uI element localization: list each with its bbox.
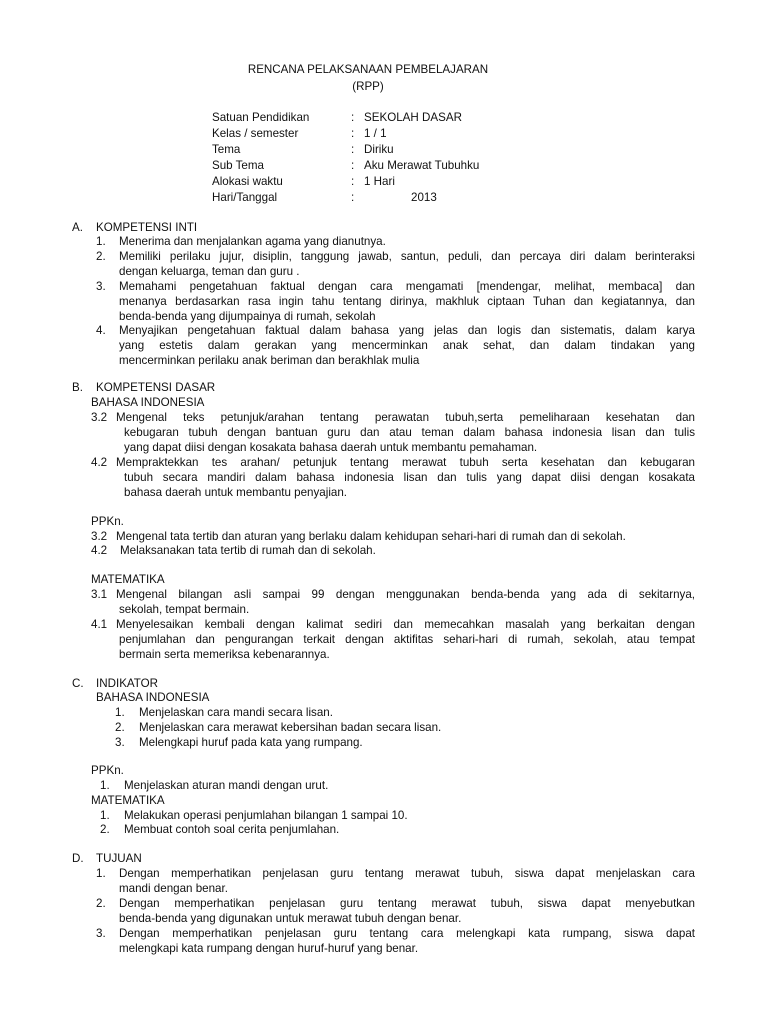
subject-heading: BAHASA INDONESIA — [96, 691, 210, 704]
list-text: Dengan memperhatikan penjelasan guru tentang cara melengkapi kata rumpang, siswa dapat — [119, 927, 695, 940]
list-text: sekolah, tempat bermain. — [119, 603, 250, 616]
list-number: 3.2 — [91, 530, 108, 543]
subject-heading: MATEMATIKA — [91, 573, 165, 586]
list-text: bermain serta memeriksa kebenarannya. — [119, 648, 330, 661]
list-text: mandi dengan benar. — [119, 882, 228, 895]
list-text: Menjelaskan cara merawat kebersihan badan secara lisan. — [139, 721, 442, 734]
list-text: Memiliki perilaku jujur, disiplin, tanggung jawab, santun, peduli, dan percaya diri dalam berinteraksi — [119, 250, 695, 263]
identity-separator: : — [351, 111, 355, 124]
list-text: Menerima dan menjalankan agama yang dianutnya. — [119, 235, 386, 248]
section-letter: D. — [72, 852, 84, 865]
list-text: Menyajikan pengetahuan faktual dalam bahasa yang jelas dan logis dan sistematis, dalam karya — [119, 324, 695, 337]
identity-value: 1 / 1 — [364, 127, 387, 140]
list-number: 4.2 — [91, 544, 108, 557]
identity-label: Kelas / semester — [212, 127, 299, 140]
list-text: Menjelaskan cara mandi secara lisan. — [139, 706, 333, 719]
section-letter: B. — [72, 381, 83, 394]
list-text: kebugaran tubuh dengan bantuan guru dan atau teman dalam bahasa indonesia lisan dan tulis — [124, 426, 695, 439]
section-letter: C. — [72, 677, 84, 690]
list-text: yang dapat diisi dengan kosakata bahasa daerah untuk membantu pemahaman. — [124, 441, 538, 454]
identity-value: Diriku — [364, 143, 394, 156]
list-number: 2. — [100, 823, 110, 836]
identity-value: Aku Merawat Tubuhku — [364, 159, 480, 172]
identity-separator: : — [351, 191, 355, 204]
list-text: tubuh secara mandiri dalam bahasa indonesia lisan dan tulis yang dapat diisi dengan kosakata — [124, 471, 695, 484]
section-heading: KOMPETENSI INTI — [96, 221, 198, 234]
list-number: 3. — [96, 280, 106, 293]
list-text: Mengenal tata tertib dan aturan yang berlaku dalam kehidupan sehari-hari di rumah dan di sekolah. — [116, 530, 626, 543]
list-number: 1. — [100, 809, 110, 822]
section-heading: TUJUAN — [96, 852, 142, 865]
list-number: 3.2 — [91, 411, 108, 424]
list-text: benda-benda yang digunakan untuk merawat tubuh dengan benar. — [119, 912, 462, 925]
list-number: 1. — [96, 235, 106, 248]
list-text: bahasa daerah untuk membantu penyajian. — [124, 486, 348, 499]
list-number: 4.2 — [91, 456, 108, 469]
identity-label: Tema — [212, 143, 241, 156]
list-text: benda-benda yang dijumpainya di rumah, sekolah — [119, 310, 376, 323]
identity-label: Alokasi waktu — [212, 175, 283, 188]
list-text: penjumlahan dan pengurangan terkait dengan aktifitas sehari-hari di rumah, sekolah, atau tempat — [119, 633, 695, 646]
list-text: Melaksanakan tata tertib di rumah dan di sekolah. — [120, 544, 376, 557]
list-number: 1. — [100, 779, 110, 792]
list-number: 4.1 — [91, 618, 108, 631]
identity-value: SEKOLAH DASAR — [364, 111, 462, 124]
list-text: melengkapi kata rumpang dengan huruf-huruf yang benar. — [119, 942, 419, 955]
identity-label: Satuan Pendidikan — [212, 111, 310, 124]
identity-value: 2013 — [411, 191, 437, 204]
document-subtitle: (RPP) — [352, 80, 384, 93]
subject-heading: PPKn. — [91, 515, 124, 528]
list-number: 2. — [96, 897, 106, 910]
list-text: Melengkapi huruf pada kata yang rumpang. — [139, 736, 363, 749]
list-number: 3. — [115, 736, 125, 749]
list-text: Menyelesaikan kembali dengan kalimat sediri dan memecahkan masalah yang berkaitan dengan — [116, 618, 695, 631]
list-text: Dengan memperhatikan penjelasan guru tentang merawat tubuh, siswa dapat menyebutkan — [119, 897, 695, 910]
list-number: 1. — [115, 706, 125, 719]
identity-label: Sub Tema — [212, 159, 264, 172]
list-text: mencerminkan perilaku anak beriman dan berakhlak mulia — [119, 354, 420, 367]
list-text: Membuat contoh soal cerita penjumlahan. — [124, 823, 340, 836]
identity-value: 1 Hari — [364, 175, 395, 188]
subject-heading: PPKn. — [91, 764, 124, 777]
identity-separator: : — [351, 143, 355, 156]
list-number: 2. — [115, 721, 125, 734]
list-number: 3.1 — [91, 588, 108, 601]
list-text: Mempraktekkan tes arahan/ petunjuk tentang merawat tubuh serta kesehatan dan kebugaran — [116, 456, 695, 469]
list-text: yang estetis dalam gerakan yang mencerminkan anak sehat, dan dalam tindakan yang — [119, 339, 695, 352]
identity-separator: : — [351, 127, 355, 140]
list-text: menanya berdasarkan rasa ingin tahu tentang dirinya, makhluk ciptaan Tuhan dan kegiatannya, dan — [119, 295, 695, 308]
list-number: 4. — [96, 324, 106, 337]
identity-separator: : — [351, 159, 355, 172]
subject-heading: MATEMATIKA — [91, 794, 165, 807]
section-heading: INDIKATOR — [96, 677, 159, 690]
list-text: Dengan memperhatikan penjelasan guru tentang merawat tubuh, siswa dapat menjelaskan cara — [119, 867, 695, 880]
list-text: Mengenal bilangan asli sampai 99 dengan menggunakan benda-benda yang ada di sekitarnya, — [116, 588, 695, 601]
list-text: dengan keluarga, teman dan guru . — [119, 265, 300, 278]
identity-separator: : — [351, 175, 355, 188]
section-heading: KOMPETENSI DASAR — [96, 381, 216, 394]
document-title: RENCANA PELAKSANAAN PEMBELAJARAN — [247, 63, 489, 76]
list-text: Menjelaskan aturan mandi dengan urut. — [124, 779, 329, 792]
list-number: 3. — [96, 927, 106, 940]
list-number: 2. — [96, 250, 106, 263]
subject-heading: BAHASA INDONESIA — [91, 396, 205, 409]
list-text: Melakukan operasi penjumlahan bilangan 1 sampai 10. — [124, 809, 408, 822]
list-number: 1. — [96, 867, 106, 880]
list-text: Memahami pengetahuan faktual dengan cara mengamati [mendengar, melihat, membaca] dan — [119, 280, 695, 293]
list-text: Mengenal teks petunjuk/arahan tentang perawatan tubuh,serta pemeliharaan kesehatan dan — [116, 411, 695, 424]
section-letter: A. — [72, 221, 83, 234]
identity-label: Hari/Tanggal — [212, 191, 278, 204]
